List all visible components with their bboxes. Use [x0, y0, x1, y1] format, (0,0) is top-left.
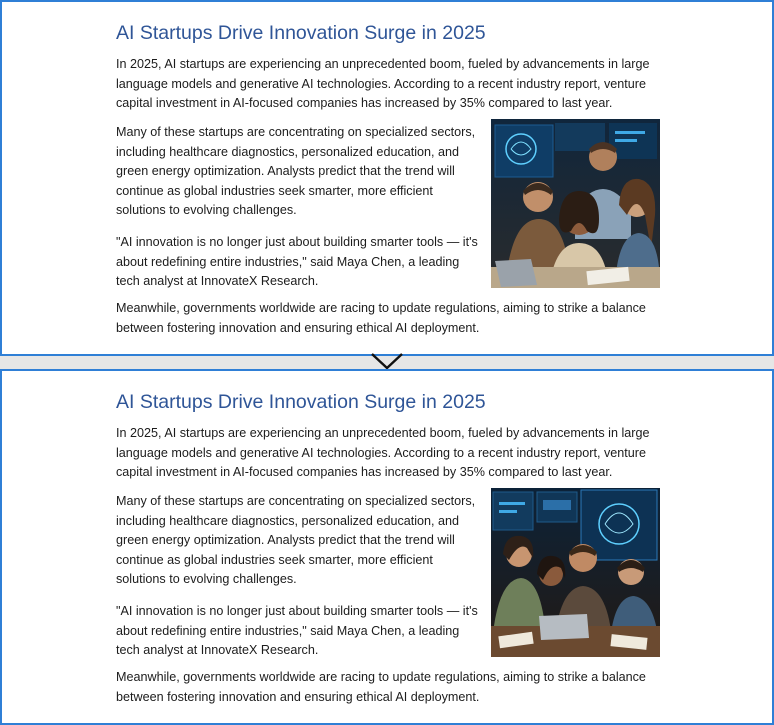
paragraph-quote: "AI innovation is no longer just about building smarter tools — it's about redefining entire industries," said Maya Chen, a leading tech analyst at InnovateX Research.: [116, 604, 478, 657]
paragraph-quote: "AI innovation is no longer just about building smarter tools — it's about redefining entire industries," said Maya Chen, a leading tech analyst at InnovateX Research.: [116, 235, 478, 288]
article-photo[interactable]: [491, 119, 660, 288]
article-title: AI Startups Drive Innovation Surge in 2025: [116, 22, 486, 44]
article-photo[interactable]: [491, 488, 660, 657]
paragraph-intro: In 2025, AI startups are experiencing an unprecedented boom, fueled by advancements in large language models and generative AI technologies. According to a recent industry report, venture capital investment in AI-focused companies has increased by 35% compared to last year.: [116, 426, 650, 479]
paragraph-regulation: Meanwhile, governments worldwide are racing to update regulations, aiming to strike a balance between fostering innovation and ensuring ethical AI deployment.: [116, 301, 646, 335]
paragraph-sectors: Many of these startups are concentrating on specialized sectors, including healthcare diagnostics, personalized education, and green energy optimization. Analysts predict that the trend will continue as global industries seek smarter, more efficient solutions to evolving challenges.: [116, 125, 476, 217]
document-version-before[interactable]: [0, 0, 774, 356]
paragraph-sectors: Many of these startups are concentrating on specialized sectors, including healthcare diagnostics, personalized education, and green energy optimization. Analysts predict that the trend will continue as global industries seek smarter, more efficient solutions to evolving challenges.: [116, 494, 476, 586]
paragraph-regulation: Meanwhile, governments worldwide are racing to update regulations, aiming to strike a balance between fostering innovation and ensuring ethical AI deployment.: [116, 670, 646, 704]
article-title: AI Startups Drive Innovation Surge in 2025: [116, 391, 486, 413]
paragraph-intro: In 2025, AI startups are experiencing an unprecedented boom, fueled by advancements in large language models and generative AI technologies. According to a recent industry report, venture capital investment in AI-focused companies has increased by 35% compared to last year.: [116, 57, 650, 110]
team-at-laptop-image: [491, 119, 660, 288]
chevron-down-icon: [371, 353, 403, 370]
team-meeting-image: [491, 488, 660, 657]
document-version-after[interactable]: [0, 369, 774, 725]
